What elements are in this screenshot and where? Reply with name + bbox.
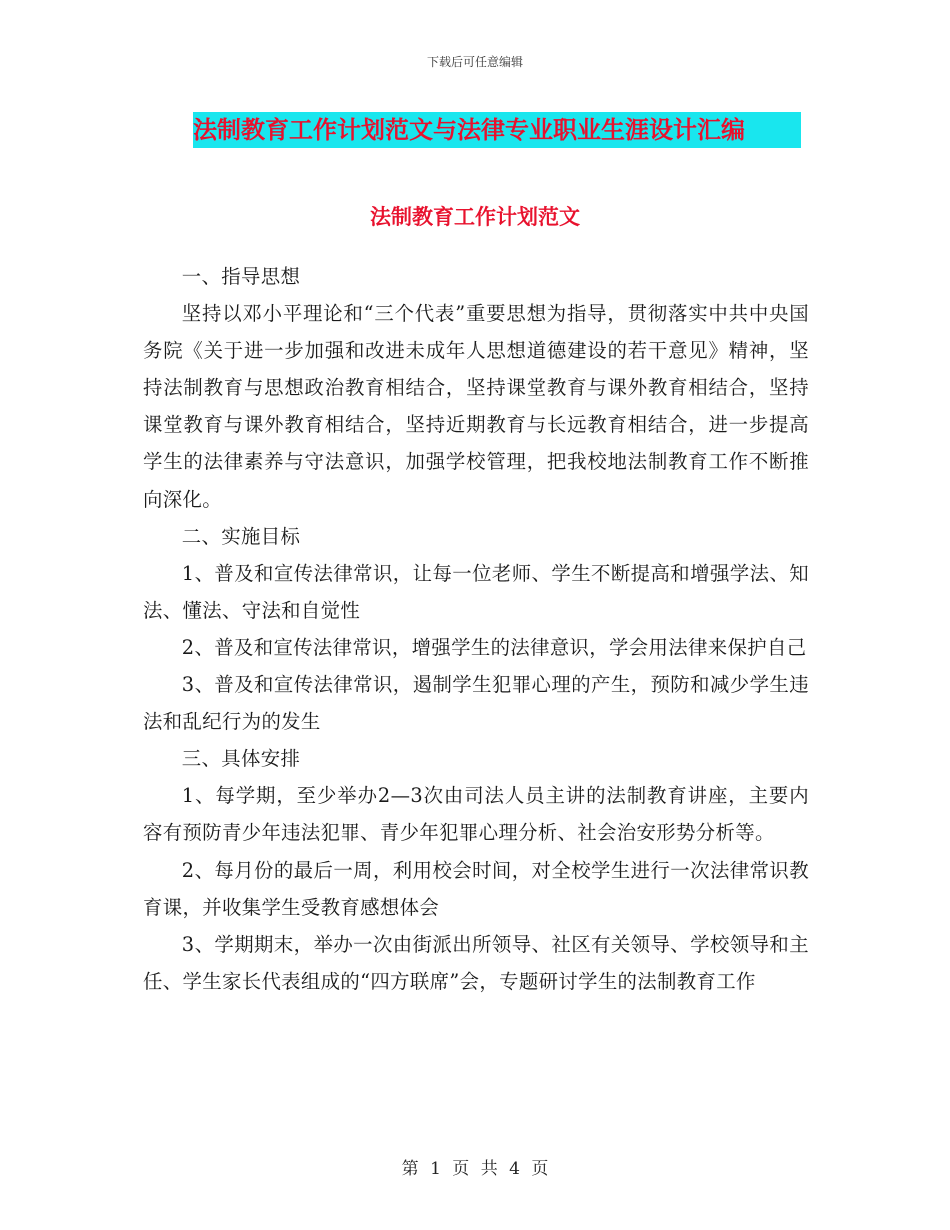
section-title: 法制教育工作计划范文	[370, 204, 580, 229]
paragraph: 坚持以邓小平理论和“三个代表”重要思想为指导，贯彻落实中共中央国务院《关于进一步加强和改进未成年人思想道德建设的若干意见》精神，坚持法制教育与思想政治教育相结合，坚持课堂教育与课外教育相结合，坚持课堂教育与课外教育相结合，坚持近期教育与长远教育相结合，进一步提高学生的法律素养与守法意识，加强学校管理，把我校地法制教育工作不断推向深化。	[143, 302, 809, 511]
paragraph: 1、普及和宣传法律常识，让每一位老师、学生不断提高和增强学法、知法、懂法、守法和自觉性	[143, 561, 809, 622]
header-note: 下载后可任意编辑	[426, 55, 523, 69]
paragraph: 3、学期期末，举办一次由街派出所领导、社区有关领导、学校领导和主任、学生家长代表组成的“四方联席”会，专题研讨学生的法制教育工作	[143, 932, 809, 993]
document-title: 法制教育工作计划范文与法律专业职业生涯设计汇编	[193, 112, 801, 148]
paragraph: 2、普及和宣传法律常识，增强学生的法律意识，学会用法律来保护自己	[181, 635, 807, 659]
paragraph: 1、每学期，至少举办2—3次由司法人员主讲的法制教育讲座，主要内容有预防青少年违法犯罪、青少年犯罪心理分析、社会治安形势分析等。	[143, 784, 809, 845]
body-text	[143, 221, 809, 1000]
paragraph: 一、指导思想	[181, 265, 301, 288]
paragraph: 3、普及和宣传法律常识，遏制学生犯罪心理的产生，预防和减少学生违法和乱纪行为的发生	[143, 673, 809, 734]
page-footer: 第 1 页 共 4 页	[401, 1159, 549, 1179]
paragraph: 三、具体安排	[181, 747, 301, 771]
paragraph: 2、每月份的最后一周，利用校会时间，对全校学生进行一次法律常识教育课，并收集学生受教育感想体会	[143, 858, 809, 919]
paragraph: 二、实施目标	[181, 524, 301, 548]
